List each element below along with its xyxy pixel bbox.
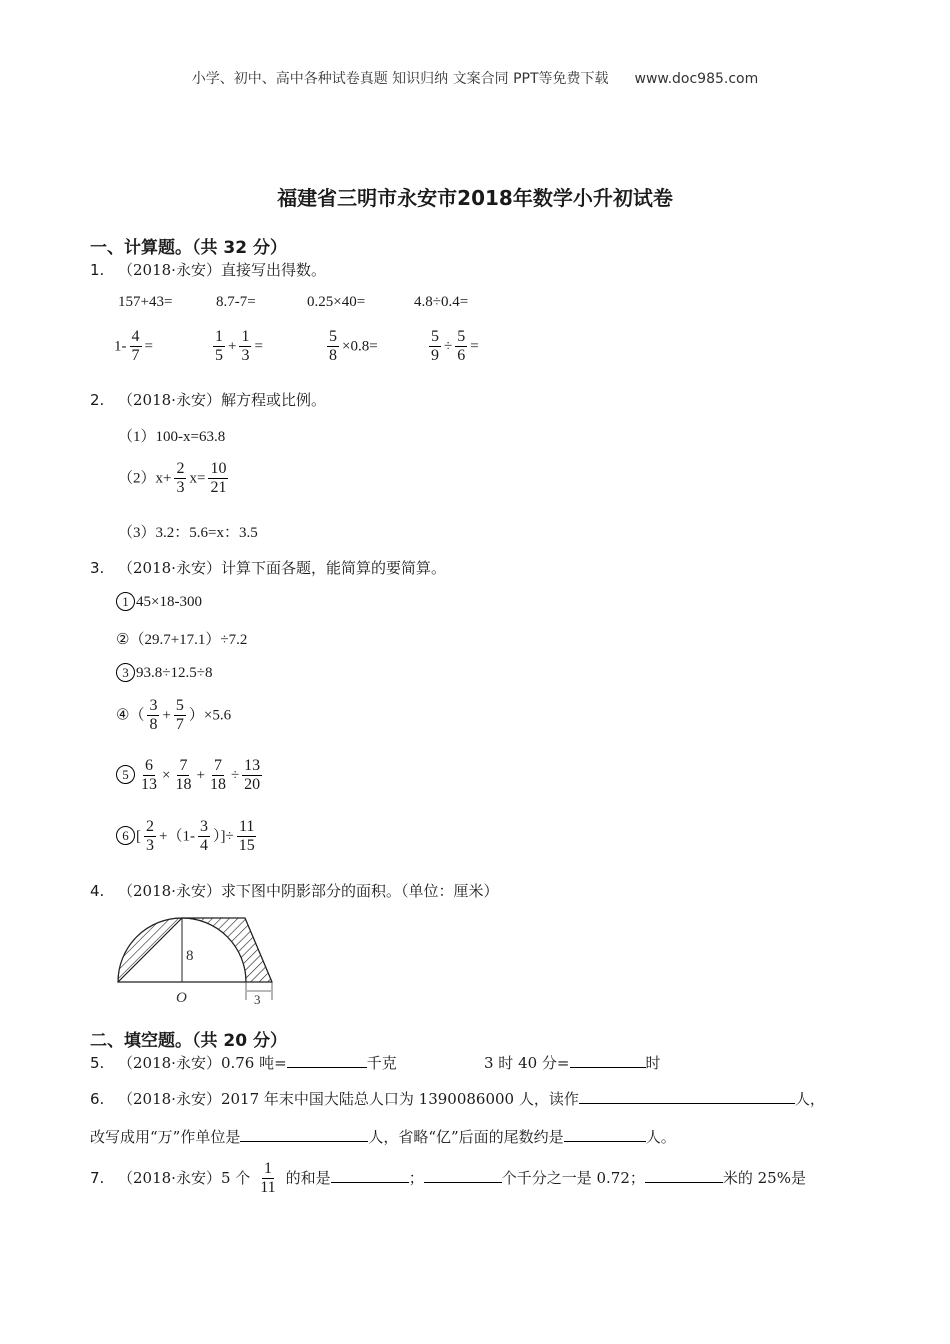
denominator: 5 [215, 347, 223, 365]
text: x= [189, 470, 206, 487]
numerator: 11 [237, 818, 256, 837]
shaded-area-figure [110, 910, 290, 1006]
denominator: 20 [244, 776, 261, 794]
fraction [198, 818, 210, 856]
page-title: 福建省三明市永安市2018年数学小升初试卷 [277, 186, 673, 210]
denominator: 11 [260, 1179, 276, 1197]
operator: ÷ [444, 338, 453, 355]
text: +（1- [159, 828, 195, 845]
denominator: 8 [329, 347, 337, 365]
text: （2）x+ [118, 470, 172, 487]
text: 的和是 [285, 1168, 331, 1187]
numerator: 7 [212, 757, 224, 776]
denominator: 7 [131, 347, 140, 365]
q2-part-2 [118, 460, 231, 498]
denominator: 3 [146, 837, 154, 855]
q3-expr-5 [116, 757, 265, 795]
text: 人。 [645, 1128, 676, 1146]
text: = [470, 338, 479, 355]
operator: + [162, 707, 171, 724]
radius-label: 8 [186, 948, 194, 964]
q1-expr-8 [426, 328, 479, 366]
fraction [174, 697, 186, 735]
answer-blank[interactable] [240, 1127, 368, 1142]
answer-blank[interactable] [579, 1089, 795, 1104]
text: 千克 [366, 1054, 397, 1072]
fraction [258, 1160, 277, 1198]
numerator: 1 [262, 1160, 274, 1179]
denominator: 18 [175, 776, 192, 794]
q1-expr-7 [324, 328, 378, 366]
numerator: 3 [147, 697, 159, 716]
fraction [455, 328, 467, 366]
question-number: 4. [90, 882, 105, 900]
denominator: 9 [431, 347, 439, 365]
header-text: 小学、初中、高中各种试卷真题 知识归纳 文案合同 PPT等免费下载 [191, 71, 609, 87]
answer-blank[interactable] [287, 1053, 367, 1068]
page-header [0, 68, 950, 88]
text: [ [136, 828, 141, 845]
question-number: 3. [90, 559, 105, 577]
numerator: 3 [198, 818, 210, 837]
fraction [242, 757, 262, 795]
text: = [254, 338, 263, 355]
q1-expr-3: 0.25×40= [307, 294, 366, 310]
answer-blank[interactable] [645, 1168, 723, 1183]
denominator: 13 [141, 776, 157, 794]
fraction [139, 757, 159, 795]
text: 45×18-300 [136, 594, 202, 610]
numerator: 1 [213, 328, 225, 347]
q3-expr-4 [116, 697, 231, 735]
fraction [213, 328, 225, 366]
section-2-heading: 二、填空题。（共 20 分） [90, 1031, 287, 1051]
operator: + [196, 767, 205, 784]
denominator: 18 [209, 776, 226, 794]
denominator: 6 [457, 347, 466, 365]
question-number: 5. [90, 1054, 105, 1072]
fraction [144, 818, 156, 856]
text: = [144, 338, 153, 355]
text: 93.8÷12.5÷8 [136, 665, 213, 681]
question-text: （2018·永安）直接写出得数。 [118, 261, 326, 279]
numerator: 7 [177, 757, 189, 776]
question-number: 7. [90, 1168, 105, 1187]
fraction [237, 818, 257, 856]
question-text: （2018·永安）求下图中阴影部分的面积。（单位：厘米） [118, 882, 499, 900]
q1-expr-6 [210, 328, 263, 366]
width-label: 3 [254, 992, 261, 1006]
numerator: 2 [174, 460, 186, 479]
fraction [147, 697, 159, 735]
numerator: 5 [174, 697, 186, 716]
fraction [239, 328, 251, 366]
question-1 [90, 259, 326, 280]
answer-blank[interactable] [331, 1168, 409, 1183]
question-4 [90, 880, 498, 901]
q3-expr-2: ②（29.7+17.1）÷7.2 [116, 632, 248, 648]
text: （2018·永安）0.76 吨= [118, 1054, 287, 1072]
q1-expr-5 [114, 328, 153, 366]
text: 改写成用“万”作单位是 [90, 1128, 241, 1146]
fraction [208, 757, 228, 795]
text: 个千分之一是 0.72； [501, 1168, 645, 1187]
question-2 [90, 389, 326, 410]
denominator: 21 [210, 479, 227, 497]
fraction [174, 460, 186, 498]
q2-part-3: （3）3.2：5.6=x：3.5 [118, 525, 258, 541]
text: ④（ [116, 707, 145, 724]
fraction [327, 328, 339, 366]
fraction [208, 460, 228, 498]
numerator: 5 [455, 328, 467, 347]
fraction [173, 757, 193, 795]
operator: + [228, 338, 237, 355]
question-number: 2. [90, 391, 105, 409]
denominator: 7 [175, 716, 184, 734]
q2-part-1: （1）100-x=63.8 [118, 429, 226, 445]
numerator: 1 [239, 328, 251, 347]
q3-expr-3 [116, 663, 212, 682]
question-6-line-2 [90, 1126, 676, 1147]
q1-expr-2: 8.7-7= [216, 294, 256, 310]
question-6 [90, 1088, 825, 1109]
text: ）×5.6 [188, 707, 232, 724]
denominator: 15 [238, 837, 255, 855]
circled-number: 1 [116, 592, 135, 611]
numerator: 4 [130, 328, 142, 347]
question-5 [90, 1052, 397, 1073]
question-3 [90, 557, 446, 578]
text: ； [408, 1168, 424, 1187]
denominator: 8 [149, 716, 158, 734]
q1-expr-4: 4.8÷0.4= [414, 294, 469, 310]
center-label: O [176, 990, 187, 1006]
question-5-b [484, 1052, 661, 1073]
text: 3 时 40 分= [484, 1054, 570, 1072]
operator: ÷ [230, 767, 240, 784]
text: 人， [794, 1090, 825, 1108]
circled-number: 6 [116, 826, 135, 845]
q3-expr-6 [116, 818, 260, 856]
denominator: 3 [176, 479, 185, 497]
circled-number: 5 [116, 765, 135, 784]
answer-blank[interactable] [570, 1053, 646, 1068]
denominator: 4 [199, 837, 208, 855]
denominator: 3 [241, 347, 250, 365]
circled-number: 3 [116, 663, 135, 682]
operator: × [162, 767, 171, 784]
numerator: 5 [429, 328, 441, 347]
question-number: 1. [90, 261, 105, 279]
numerator: 13 [242, 757, 262, 776]
numerator: 5 [327, 328, 339, 347]
question-text: （2018·永安）计算下面各题，能简算的要简算。 [118, 559, 446, 577]
text: ×0.8= [342, 338, 378, 355]
fraction [130, 328, 142, 366]
fraction [429, 328, 441, 366]
text: （2018·永安）2017 年末中国大陆总人口为 1390086000 人，读作 [118, 1090, 579, 1108]
numerator: 2 [144, 818, 156, 837]
numerator: 6 [143, 757, 155, 776]
question-text: （2018·永安）解方程或比例。 [118, 391, 326, 409]
text: 1- [114, 338, 127, 355]
numerator: 10 [208, 460, 228, 479]
text: ）]÷ [212, 828, 234, 845]
header-site: www.doc985.com [634, 71, 759, 87]
text: （2018·永安）5 个 [118, 1168, 251, 1187]
answer-blank[interactable] [564, 1127, 646, 1142]
section-1-heading: 一、计算题。（共 32 分） [90, 238, 287, 258]
q1-expr-1: 157+43= [118, 294, 173, 310]
question-number: 6. [90, 1090, 105, 1108]
question-7 [90, 1160, 806, 1198]
text: 人，省略“亿”后面的尾数约是 [368, 1128, 564, 1146]
text: 时 [645, 1054, 661, 1072]
q3-expr-1 [116, 592, 202, 611]
answer-blank[interactable] [424, 1168, 502, 1183]
text: 米的 25%是 [722, 1168, 806, 1187]
